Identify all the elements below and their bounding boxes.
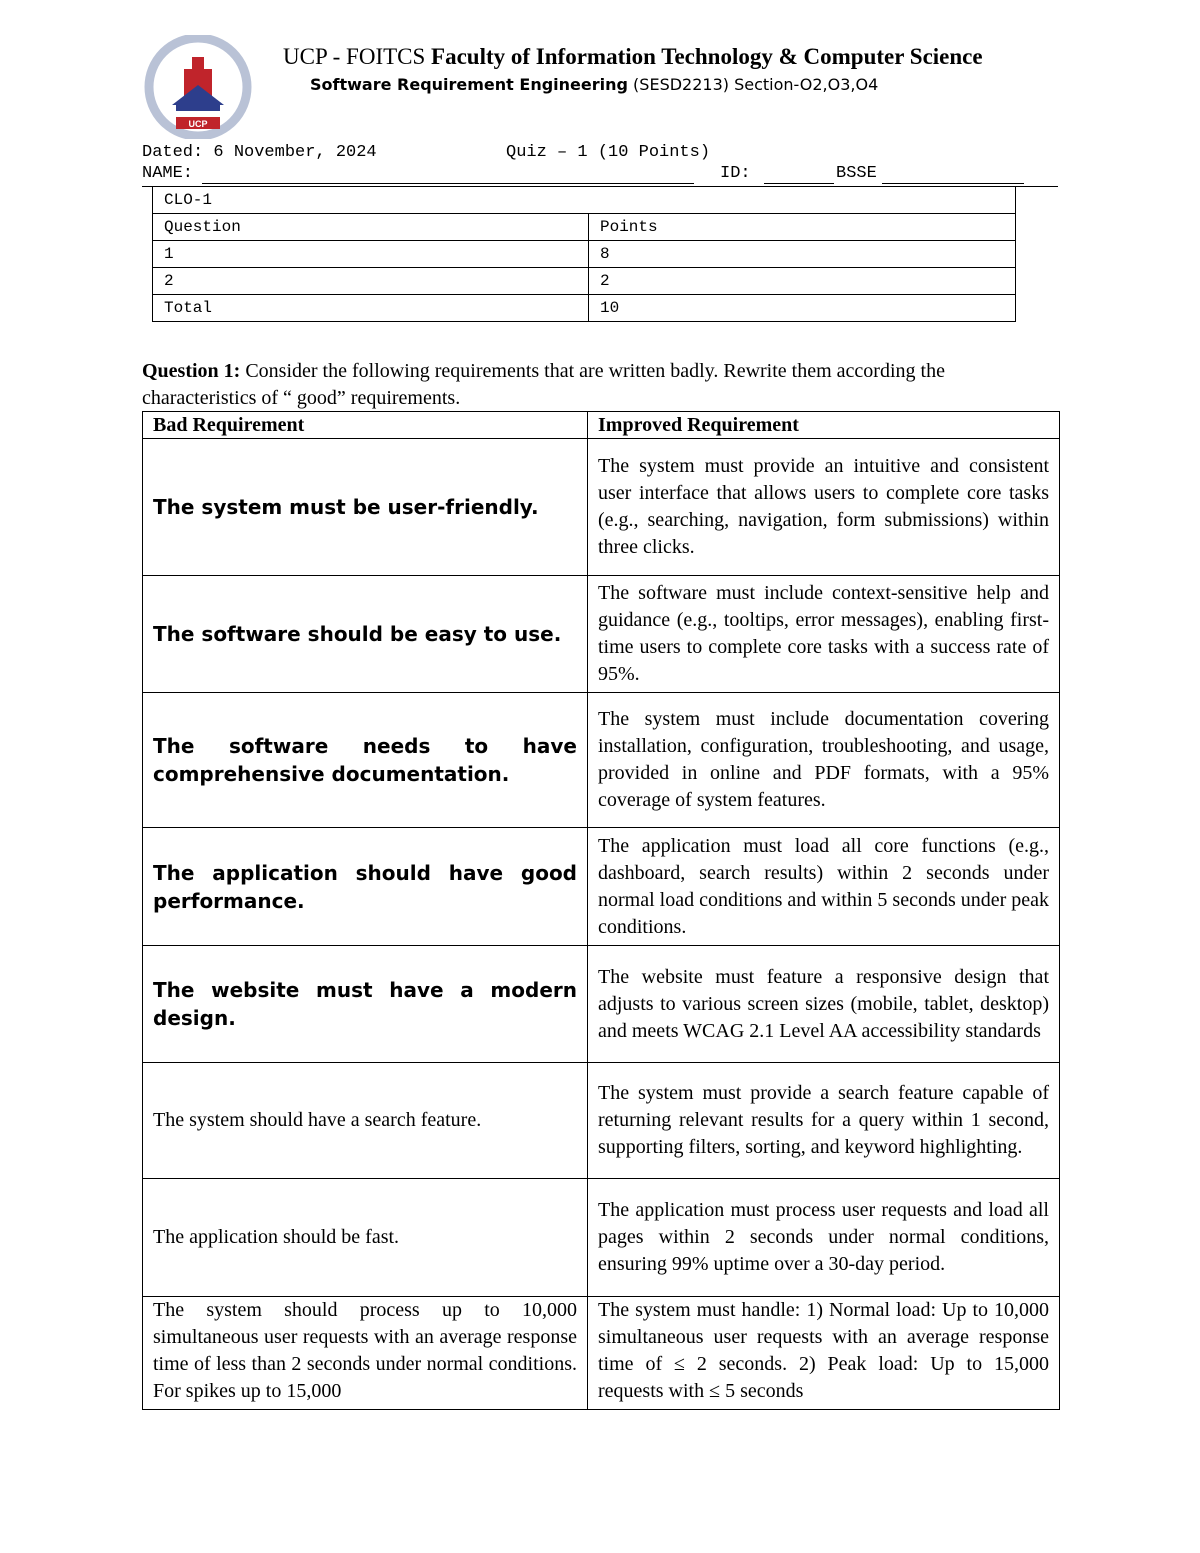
header-improved: Improved Requirement [588,412,1060,439]
clo-header-points: Points [589,214,1016,241]
university-logo [142,35,254,139]
table-header-row [143,412,1060,439]
table-row [143,1179,1060,1297]
course-line [310,75,878,94]
improved-requirement: The application must load all core functions (e.g., dashboard, search results) within 2 seconds under normal load conditions and within 5 seconds under peak conditions. [588,828,1060,946]
improved-requirement: The system must include documentation covering installation, configuration, troubleshooting, and usage, provided in online and PDF formats, with a 95% coverage of system features. [588,693,1060,828]
clo-title: CLO-1 [153,187,1016,214]
id-label: ID: [720,164,751,183]
table-row [143,576,1060,693]
bad-requirement: The application should be fast. [143,1179,588,1297]
clo-cell: Total [153,295,589,322]
bad-requirement: The application should have good performance. [143,828,588,946]
course-name: Software Requirement Engineering [310,75,628,94]
clo-cell: 2 [589,268,1016,295]
bad-requirement: The system should process up to 10,000 simultaneous user requests with an average response time of less than 2 seconds under normal conditions. For spikes up to 15,000 [143,1297,588,1410]
table-row [153,214,1016,241]
bad-requirement: The system should have a search feature. [143,1063,588,1179]
question-label: Question 1: [142,360,241,382]
table-row [153,295,1016,322]
requirements-table [142,411,1060,1410]
clo-header-question: Question [153,214,589,241]
date-label: Dated: 6 November, 2024 [142,143,377,162]
bad-requirement: The software needs to have comprehensive documentation. [143,693,588,828]
clo-cell: 1 [153,241,589,268]
bad-requirement: The software should be easy to use. [143,576,588,693]
header-bad: Bad Requirement [143,412,588,439]
improved-requirement: The system must provide a search feature capable of returning relevant results for a query within 1 second, supporting filters, sorting, and keyword highlighting. [588,1063,1060,1179]
bad-requirement: The system must be user-friendly. [143,439,588,576]
table-row [153,241,1016,268]
clo-cell: 2 [153,268,589,295]
id-field[interactable] [764,183,834,184]
improved-requirement: The software must include context-sensitive help and guidance (e.g., tooltips, error messages), enabling first-time users to complete core tasks with a success rate of 95%. [588,576,1060,693]
table-row [153,268,1016,295]
table-row [143,693,1060,828]
program-label: BSSE [836,164,877,183]
faculty-name: Faculty of Information Technology & Computer Science [431,44,983,69]
table-row [143,946,1060,1063]
clo-table [152,186,1016,322]
institution-title [283,44,983,70]
clo-cell: 10 [589,295,1016,322]
improved-requirement: The website must feature a responsive design that adjusts to various screen sizes (mobile, tablet, desktop) and meets WCAG 2.1 Level AA accessibility standards [588,946,1060,1063]
name-field[interactable] [202,183,694,184]
id-suffix-field[interactable] [882,183,1024,184]
name-label: NAME: [142,164,194,183]
question-text: Consider the following requirements that are written badly. Rewrite them according the characteristics of “ good” requirements. [142,360,945,409]
question-1-prompt [142,358,1060,412]
improved-requirement: The system must handle: 1) Normal load: Up to 10,000 simultaneous user requests with an average response time of ≤ 2 seconds. 2) Peak load: Up to 15,000 requests with ≤ 5 seconds [588,1297,1060,1410]
quiz-label: Quiz – 1 (10 Points) [506,143,711,162]
svg-text:UCP: UCP [188,119,208,129]
bad-requirement: The website must have a modern design. [143,946,588,1063]
student-info-line [142,164,1058,187]
title-prefix: UCP - FOITCS [283,44,432,69]
table-row [153,187,1016,214]
table-row [143,439,1060,576]
improved-requirement: The application must process user requests and load all pages within 2 seconds under normal conditions, ensuring 99% uptime over a 30-day period. [588,1179,1060,1297]
table-row [143,1063,1060,1179]
improved-requirement: The system must provide an intuitive and consistent user interface that allows users to complete core tasks (e.g., searching, navigation, form submissions) within three clicks. [588,439,1060,576]
clo-cell: 8 [589,241,1016,268]
table-row [143,828,1060,946]
table-row [143,1297,1060,1410]
course-code: (SESD2213) Section-O2,O3,O4 [627,75,879,94]
